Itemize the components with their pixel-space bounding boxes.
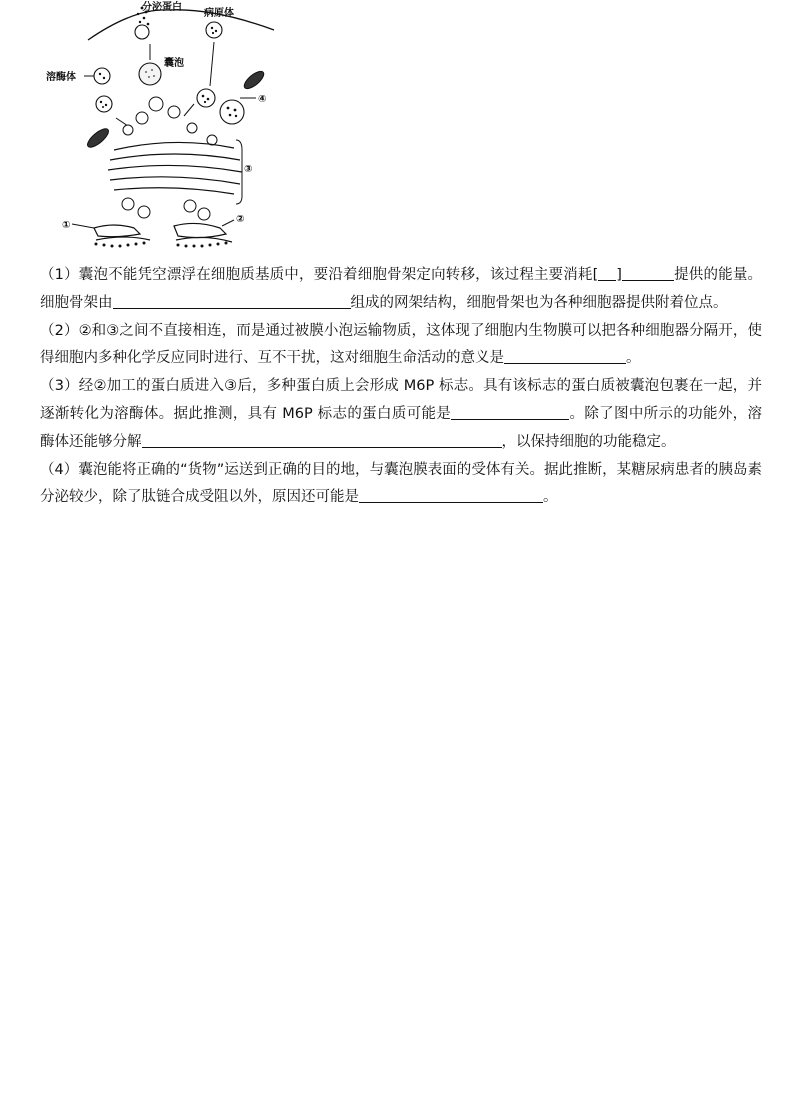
question-2 [40,318,762,374]
golgi-apparatus [108,142,242,194]
question-text-part: 。 [626,350,641,367]
question-number: （4） [40,461,79,478]
question-number: （3） [40,378,79,395]
question-text-part: 。 [543,489,558,506]
answer-blank[interactable] [504,346,626,364]
marker-3: ③ [244,164,253,175]
cell-membrane [88,10,274,40]
question-number: （2） [40,322,79,339]
answer-blank[interactable] [622,263,674,281]
question-1 [40,262,762,318]
answer-blank[interactable] [451,402,569,420]
question-text-part: ] [616,267,622,283]
label-lysosome: 溶酶体 [46,72,76,83]
label-secretory-protein: 分泌蛋白 [142,2,182,13]
answer-blank[interactable] [113,291,351,309]
question-3 [40,373,762,456]
cell-diagram-svg [44,0,284,250]
question-text-part: 组成的网架结构，细胞骨架也为各种细胞器提供附着位点。 [350,294,728,311]
question-text-part: 经②加工的蛋白质进入③后，多种蛋白质上会形成 M6P 标志。具有该标志的蛋白质被囊泡包裹在一起，并逐渐转化为溶酶体。据此推测，具有 M6P 标志的蛋白质可能是 [40,378,762,422]
label-vesicle: 囊泡 [164,58,184,69]
question-text-part: 。除了图中所示的功能外，溶酶体还能够分解 [40,405,762,450]
endoplasmic-reticulum [94,223,232,242]
marker-4: ④ [258,94,267,105]
question-text-part: ，以保持细胞的功能稳定。 [501,433,676,450]
marker-2: ② [236,214,245,225]
question-4 [40,457,762,513]
question-text-part: 囊泡能将正确的“货物”运送到正确的目的地，与囊泡膜表面的受体有关。据此推断，某糖尿病患者的胰岛素分泌较少，除了肽链合成受阻以外，原因还可能是 [40,461,762,506]
answer-blank[interactable] [598,263,616,281]
cell-diagram [44,0,284,250]
answer-blank[interactable] [142,430,502,448]
question-text [40,262,762,512]
label-pathogen: 病原体 [204,8,234,19]
answer-blank[interactable] [359,485,543,503]
marker-1: ① [62,220,71,231]
question-text-part: 提供的能量。细胞骨架由 [40,267,763,311]
question-number: （1） [40,267,79,283]
question-text-part: ②和③之间不直接相连，而是通过被膜小泡运输物质，这体现了细胞内生物膜可以把各种细胞器分隔开，使得细胞内多种化学反应同时进行、互不干扰，这对细胞生命活动的意义是 [40,322,762,367]
question-text-part: 囊泡不能凭空漂浮在细胞质基质中，要沿着细胞骨架定向转移，该过程主要消耗[ [78,267,599,283]
